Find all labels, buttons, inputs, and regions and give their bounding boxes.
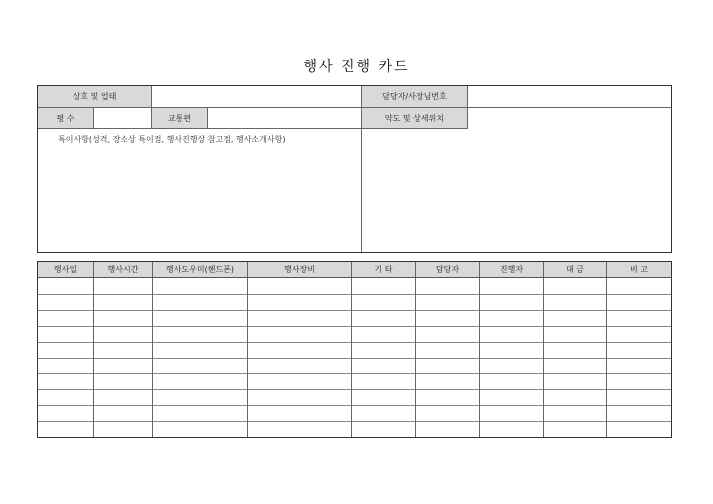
column-header: 진행자 [480, 262, 544, 278]
schedule-table [37, 261, 672, 438]
column-divider [606, 278, 607, 437]
row-divider [38, 405, 671, 406]
manager-field[interactable] [468, 86, 671, 108]
column-divider [415, 278, 416, 437]
column-header: 담당자 [416, 262, 480, 278]
map-label: 약도 및 상세위치 [362, 108, 468, 129]
manager-label: 담당자/사장님번호 [362, 86, 468, 108]
page-title: 행사 진행 카드 [303, 59, 410, 75]
column-divider [351, 278, 352, 437]
row-divider [38, 389, 671, 390]
column-divider [479, 278, 480, 437]
row-divider [38, 373, 671, 374]
transport-label: 교통편 [152, 108, 208, 129]
company-field[interactable] [152, 86, 362, 108]
area-label: 평 수 [38, 108, 94, 129]
schedule-body[interactable] [38, 278, 671, 437]
notes-label: 특이사항(성격, 장소상 특이점, 행사진행상 참고점, 행사소개사항) [58, 135, 286, 144]
column-header: 행사장비 [248, 262, 352, 278]
column-header: 비 고 [607, 262, 671, 278]
transport-field[interactable] [208, 108, 362, 129]
area-field[interactable] [94, 108, 152, 129]
column-divider [93, 278, 94, 437]
row-divider [38, 326, 671, 327]
column-header: 행사도우미(핸드폰) [153, 262, 248, 278]
row-divider [38, 310, 671, 311]
notes-area[interactable] [38, 129, 362, 252]
column-header: 대 금 [544, 262, 607, 278]
column-header: 행사일 [38, 262, 94, 278]
row-divider [38, 342, 671, 343]
column-divider [247, 278, 248, 437]
column-header: 기 타 [352, 262, 416, 278]
row-divider [38, 294, 671, 295]
company-label: 상호 및 업태 [38, 86, 152, 108]
info-section [37, 85, 672, 253]
column-divider [152, 278, 153, 437]
column-divider [543, 278, 544, 437]
map-area[interactable] [362, 129, 671, 252]
row-divider [38, 358, 671, 359]
column-header: 행사시간 [94, 262, 153, 278]
row-divider [38, 421, 671, 422]
